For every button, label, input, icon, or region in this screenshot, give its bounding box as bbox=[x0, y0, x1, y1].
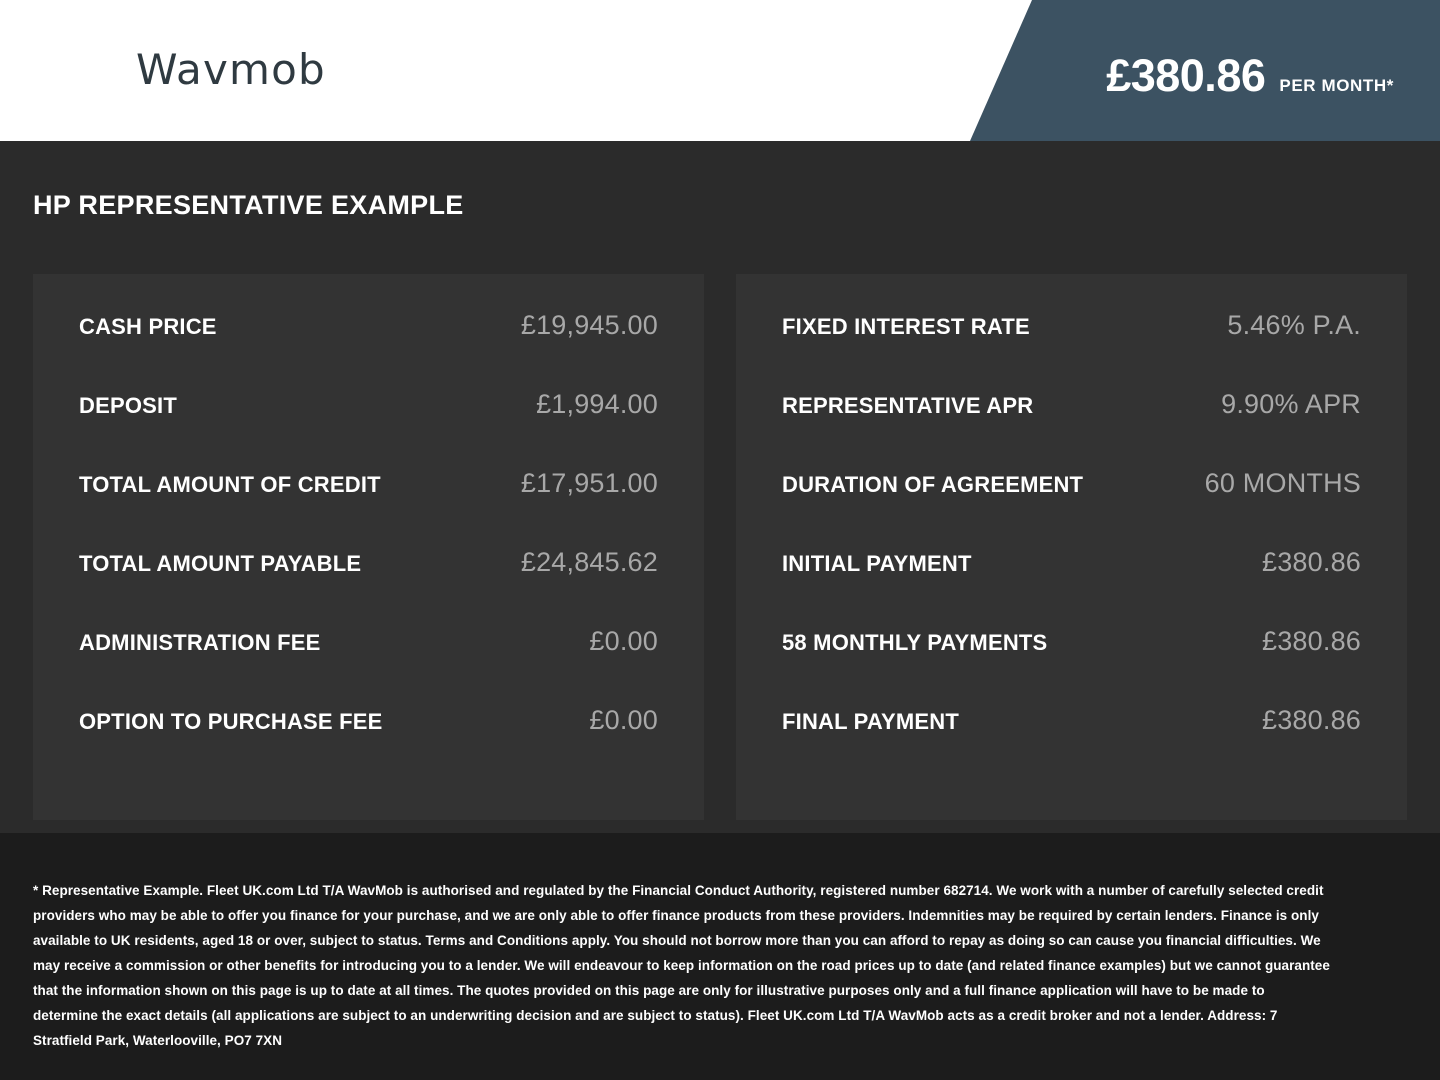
table-row bbox=[79, 547, 658, 626]
row-value: £0.00 bbox=[589, 705, 658, 735]
table-row bbox=[782, 389, 1361, 468]
table-row bbox=[79, 468, 658, 547]
footer-disclaimer-section bbox=[0, 833, 1440, 1080]
disclaimer-text: * Representative Example. Fleet UK.com Ltd T/A WavMob is authorised and regulated by the Financial Conduct Authority, registered number 682714. We work with a number of carefully selected credit providers who may be able to offer you finance for your purchase, and we are only able to offer finance products from these providers. Indemnities may be required by certain lenders. Finance is only available to UK residents, aged 18 or over, subject to status. Terms and Conditions apply. You should not borrow more than you can afford to repay as doing so can cause you financial difficulties. We may receive a commission or other benefits for introducing you to a lender. We will endeavour to keep information on the road prices up to date (and related finance examples) but we cannot guarantee that the information shown on this page is up to date at all times. The quotes provided on this page are only for illustrative purposes only and a full finance application will have to be made to determine the exact details (all applications are subject to an underwriting decision and are subject to status). Fleet UK.com Ltd T/A WavMob acts as a credit broker and not a lender. Address: 7 Stratfield Park, Waterlooville, PO7 7XN bbox=[33, 883, 1330, 1048]
row-label: TOTAL AMOUNT OF CREDIT bbox=[79, 472, 381, 497]
row-value: £380.86 bbox=[1262, 705, 1361, 735]
table-row bbox=[79, 626, 658, 705]
row-value: 60 MONTHS bbox=[1204, 468, 1361, 498]
monthly-price-label: PER MONTH* bbox=[1279, 76, 1394, 95]
row-label: OPTION TO PURCHASE FEE bbox=[79, 709, 383, 734]
table-row bbox=[782, 626, 1361, 705]
row-label: FIXED INTEREST RATE bbox=[782, 314, 1030, 339]
page-header bbox=[0, 0, 1440, 141]
row-label: REPRESENTATIVE APR bbox=[782, 393, 1034, 418]
row-label: FINAL PAYMENT bbox=[782, 709, 959, 734]
page-title: HP REPRESENTATIVE EXAMPLE bbox=[33, 190, 464, 220]
row-value: £380.86 bbox=[1262, 547, 1361, 577]
row-value: 9.90% APR bbox=[1221, 389, 1361, 419]
monthly-price-block bbox=[1106, 50, 1394, 102]
finance-panels bbox=[33, 274, 1407, 820]
monthly-price-value: £380.86 bbox=[1106, 50, 1266, 101]
row-value: £17,951.00 bbox=[520, 468, 658, 498]
row-label: INITIAL PAYMENT bbox=[782, 551, 972, 576]
left-finance-panel bbox=[33, 274, 704, 820]
row-value: £0.00 bbox=[589, 626, 658, 656]
row-value: 5.46% P.A. bbox=[1227, 310, 1361, 340]
row-value: £19,945.00 bbox=[520, 310, 658, 340]
row-label: DURATION OF AGREEMENT bbox=[782, 472, 1084, 497]
table-row bbox=[782, 310, 1361, 389]
row-label: 58 MONTHLY PAYMENTS bbox=[782, 630, 1048, 655]
table-row bbox=[782, 468, 1361, 547]
row-label: ADMINISTRATION FEE bbox=[79, 630, 321, 655]
table-row bbox=[782, 547, 1361, 626]
row-value: £380.86 bbox=[1262, 626, 1361, 656]
table-row bbox=[782, 705, 1361, 784]
row-label: DEPOSIT bbox=[79, 393, 177, 418]
table-row bbox=[79, 310, 658, 389]
row-value: £24,845.62 bbox=[520, 547, 658, 577]
right-finance-panel bbox=[736, 274, 1407, 820]
brand-logo: Wavmob bbox=[136, 45, 326, 94]
row-label: TOTAL AMOUNT PAYABLE bbox=[79, 551, 362, 576]
table-row bbox=[79, 705, 658, 784]
table-row bbox=[79, 389, 658, 468]
row-label: CASH PRICE bbox=[79, 314, 217, 339]
row-value: £1,994.00 bbox=[536, 389, 658, 419]
